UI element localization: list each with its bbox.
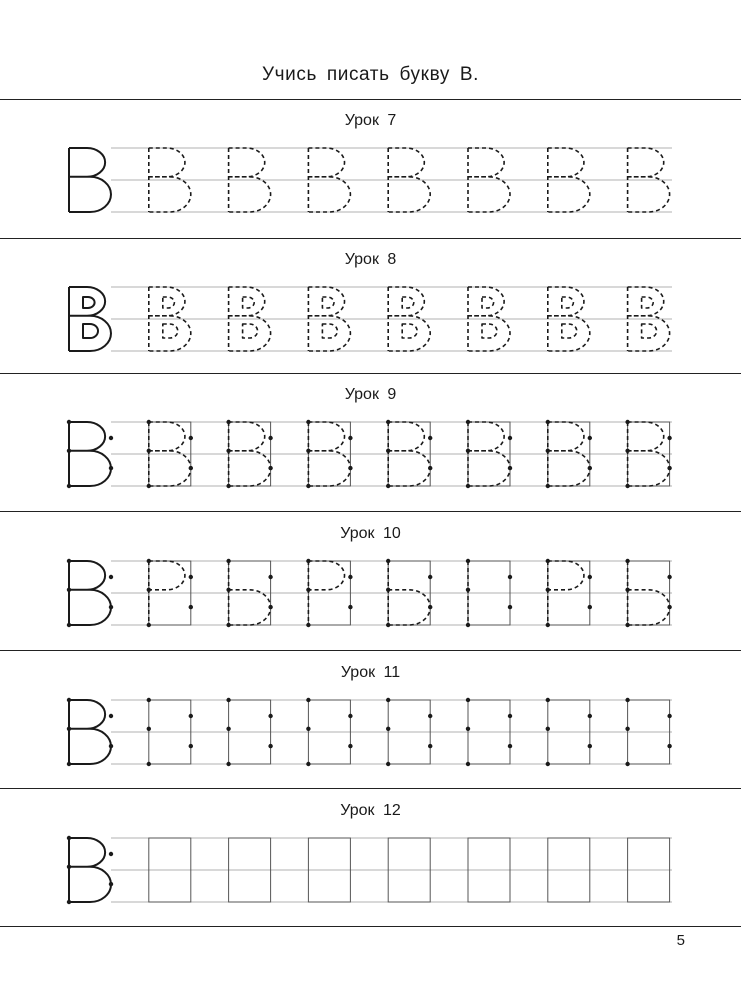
page-number: 5 — [676, 932, 685, 949]
lesson-12-title: Урок 12 — [340, 802, 401, 819]
lesson-7-title: Урок 7 — [344, 112, 397, 129]
page-title: Учись писать букву В. — [262, 64, 479, 85]
guide-lines — [111, 838, 672, 902]
guide-dots — [67, 559, 113, 627]
sample-letter-b — [69, 561, 111, 625]
divider — [0, 511, 741, 512]
lesson-9-title: Урок 9 — [344, 386, 397, 403]
lesson-7-row — [0, 130, 741, 230]
divider — [0, 373, 741, 374]
sample-letter-b — [69, 700, 111, 764]
lesson-10-title: Урок 10 — [340, 525, 401, 542]
divider — [0, 99, 741, 100]
divider — [0, 650, 741, 651]
divider — [0, 238, 741, 239]
guide-lines — [111, 700, 672, 764]
sample-letter-b — [69, 287, 111, 351]
lesson-10-row — [0, 543, 741, 643]
lesson-11-title: Урок 11 — [340, 664, 401, 681]
lesson-12-row — [0, 820, 741, 920]
guide-dots — [67, 420, 113, 488]
guide-dots — [67, 698, 113, 766]
divider — [0, 788, 741, 789]
sample-letter-b — [69, 422, 111, 486]
lesson-8-row — [0, 269, 741, 369]
lesson-9-row — [0, 404, 741, 504]
lesson-11-row — [0, 682, 741, 782]
sample-letter-b — [69, 148, 111, 212]
guide-lines — [111, 561, 672, 625]
lesson-8-title: Урок 8 — [344, 251, 397, 268]
guide-dots — [67, 836, 113, 904]
sample-letter-b — [69, 838, 111, 902]
divider — [0, 926, 741, 927]
